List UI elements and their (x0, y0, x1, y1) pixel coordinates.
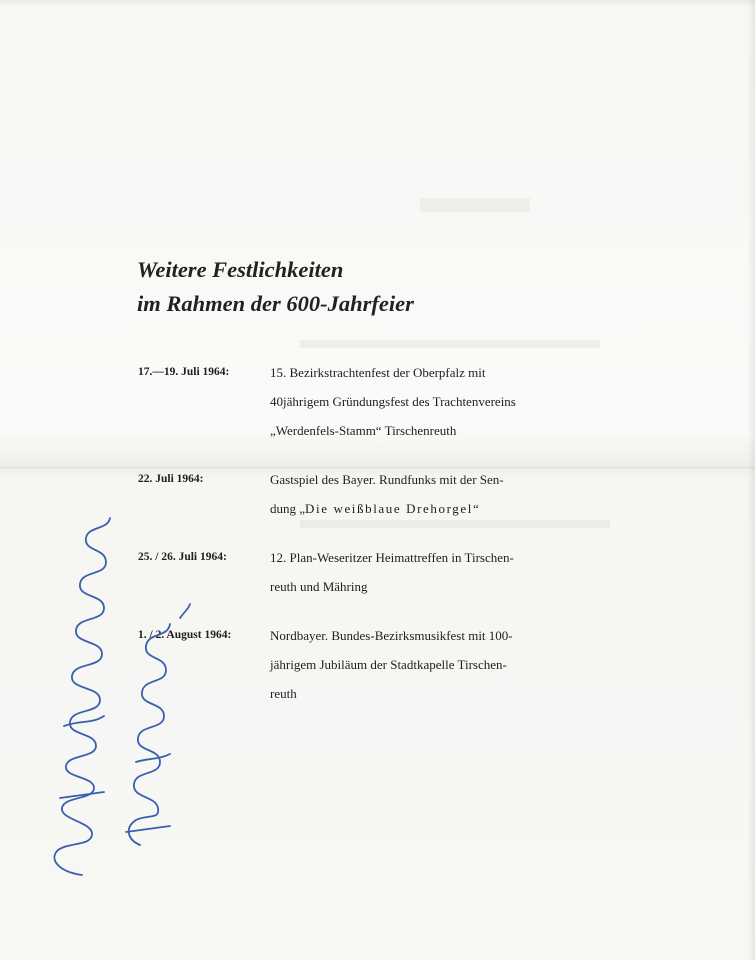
event-line: 40jährigem Gründungsfest des Trachtenvereins (270, 394, 516, 409)
event-description (270, 621, 608, 708)
signature-stroke (54, 518, 110, 875)
show-through-shading (420, 198, 530, 212)
event-line-prefix: dung „ (270, 501, 306, 516)
event-date: 1. / 2. August 1964: (138, 629, 232, 641)
paper-right-edge (747, 0, 755, 960)
signature-stroke (126, 826, 170, 832)
page-title (137, 253, 414, 321)
program-title: Die weißblaue Drehorgel (305, 501, 473, 516)
signature-stroke (136, 754, 170, 762)
paper-top-edge (0, 0, 755, 6)
event-line: 15. Bezirkstrachtenfest der Oberpfalz mit (270, 365, 486, 380)
handwritten-signature (20, 500, 230, 900)
event-line: 12. Plan-Weseritzer Heimattreffen in Tirschen- (270, 550, 514, 565)
event-date: 22. Juli 1964: (138, 473, 204, 485)
signature-stroke (129, 624, 170, 845)
event-line-suffix: “ (473, 501, 479, 516)
event-line: reuth und Mähring (270, 579, 368, 594)
event-line: reuth (270, 686, 297, 701)
title-line-1: Weitere Festlichkeiten (137, 257, 344, 282)
event-line: Nordbayer. Bundes-Bezirksmusikfest mit 100- (270, 628, 513, 643)
event-line: jährigem Jubiläum der Stadtkapelle Tirschen- (270, 657, 507, 672)
signature-stroke (180, 604, 190, 618)
event-item (138, 358, 608, 445)
event-description (270, 358, 608, 445)
event-date: 17.—19. Juli 1964: (138, 366, 230, 378)
show-through-shading (300, 340, 600, 348)
event-line: „Werdenfels-Stamm“ Tirschenreuth (270, 423, 457, 438)
event-description (270, 543, 608, 601)
event-line (270, 494, 608, 523)
event-description (270, 465, 608, 523)
event-date: 25. / 26. Juli 1964: (138, 551, 227, 563)
title-line-2: im Rahmen der 600-Jahrfeier (137, 291, 414, 316)
event-line: Gastspiel des Bayer. Rundfunks mit der Sen- (270, 472, 504, 487)
